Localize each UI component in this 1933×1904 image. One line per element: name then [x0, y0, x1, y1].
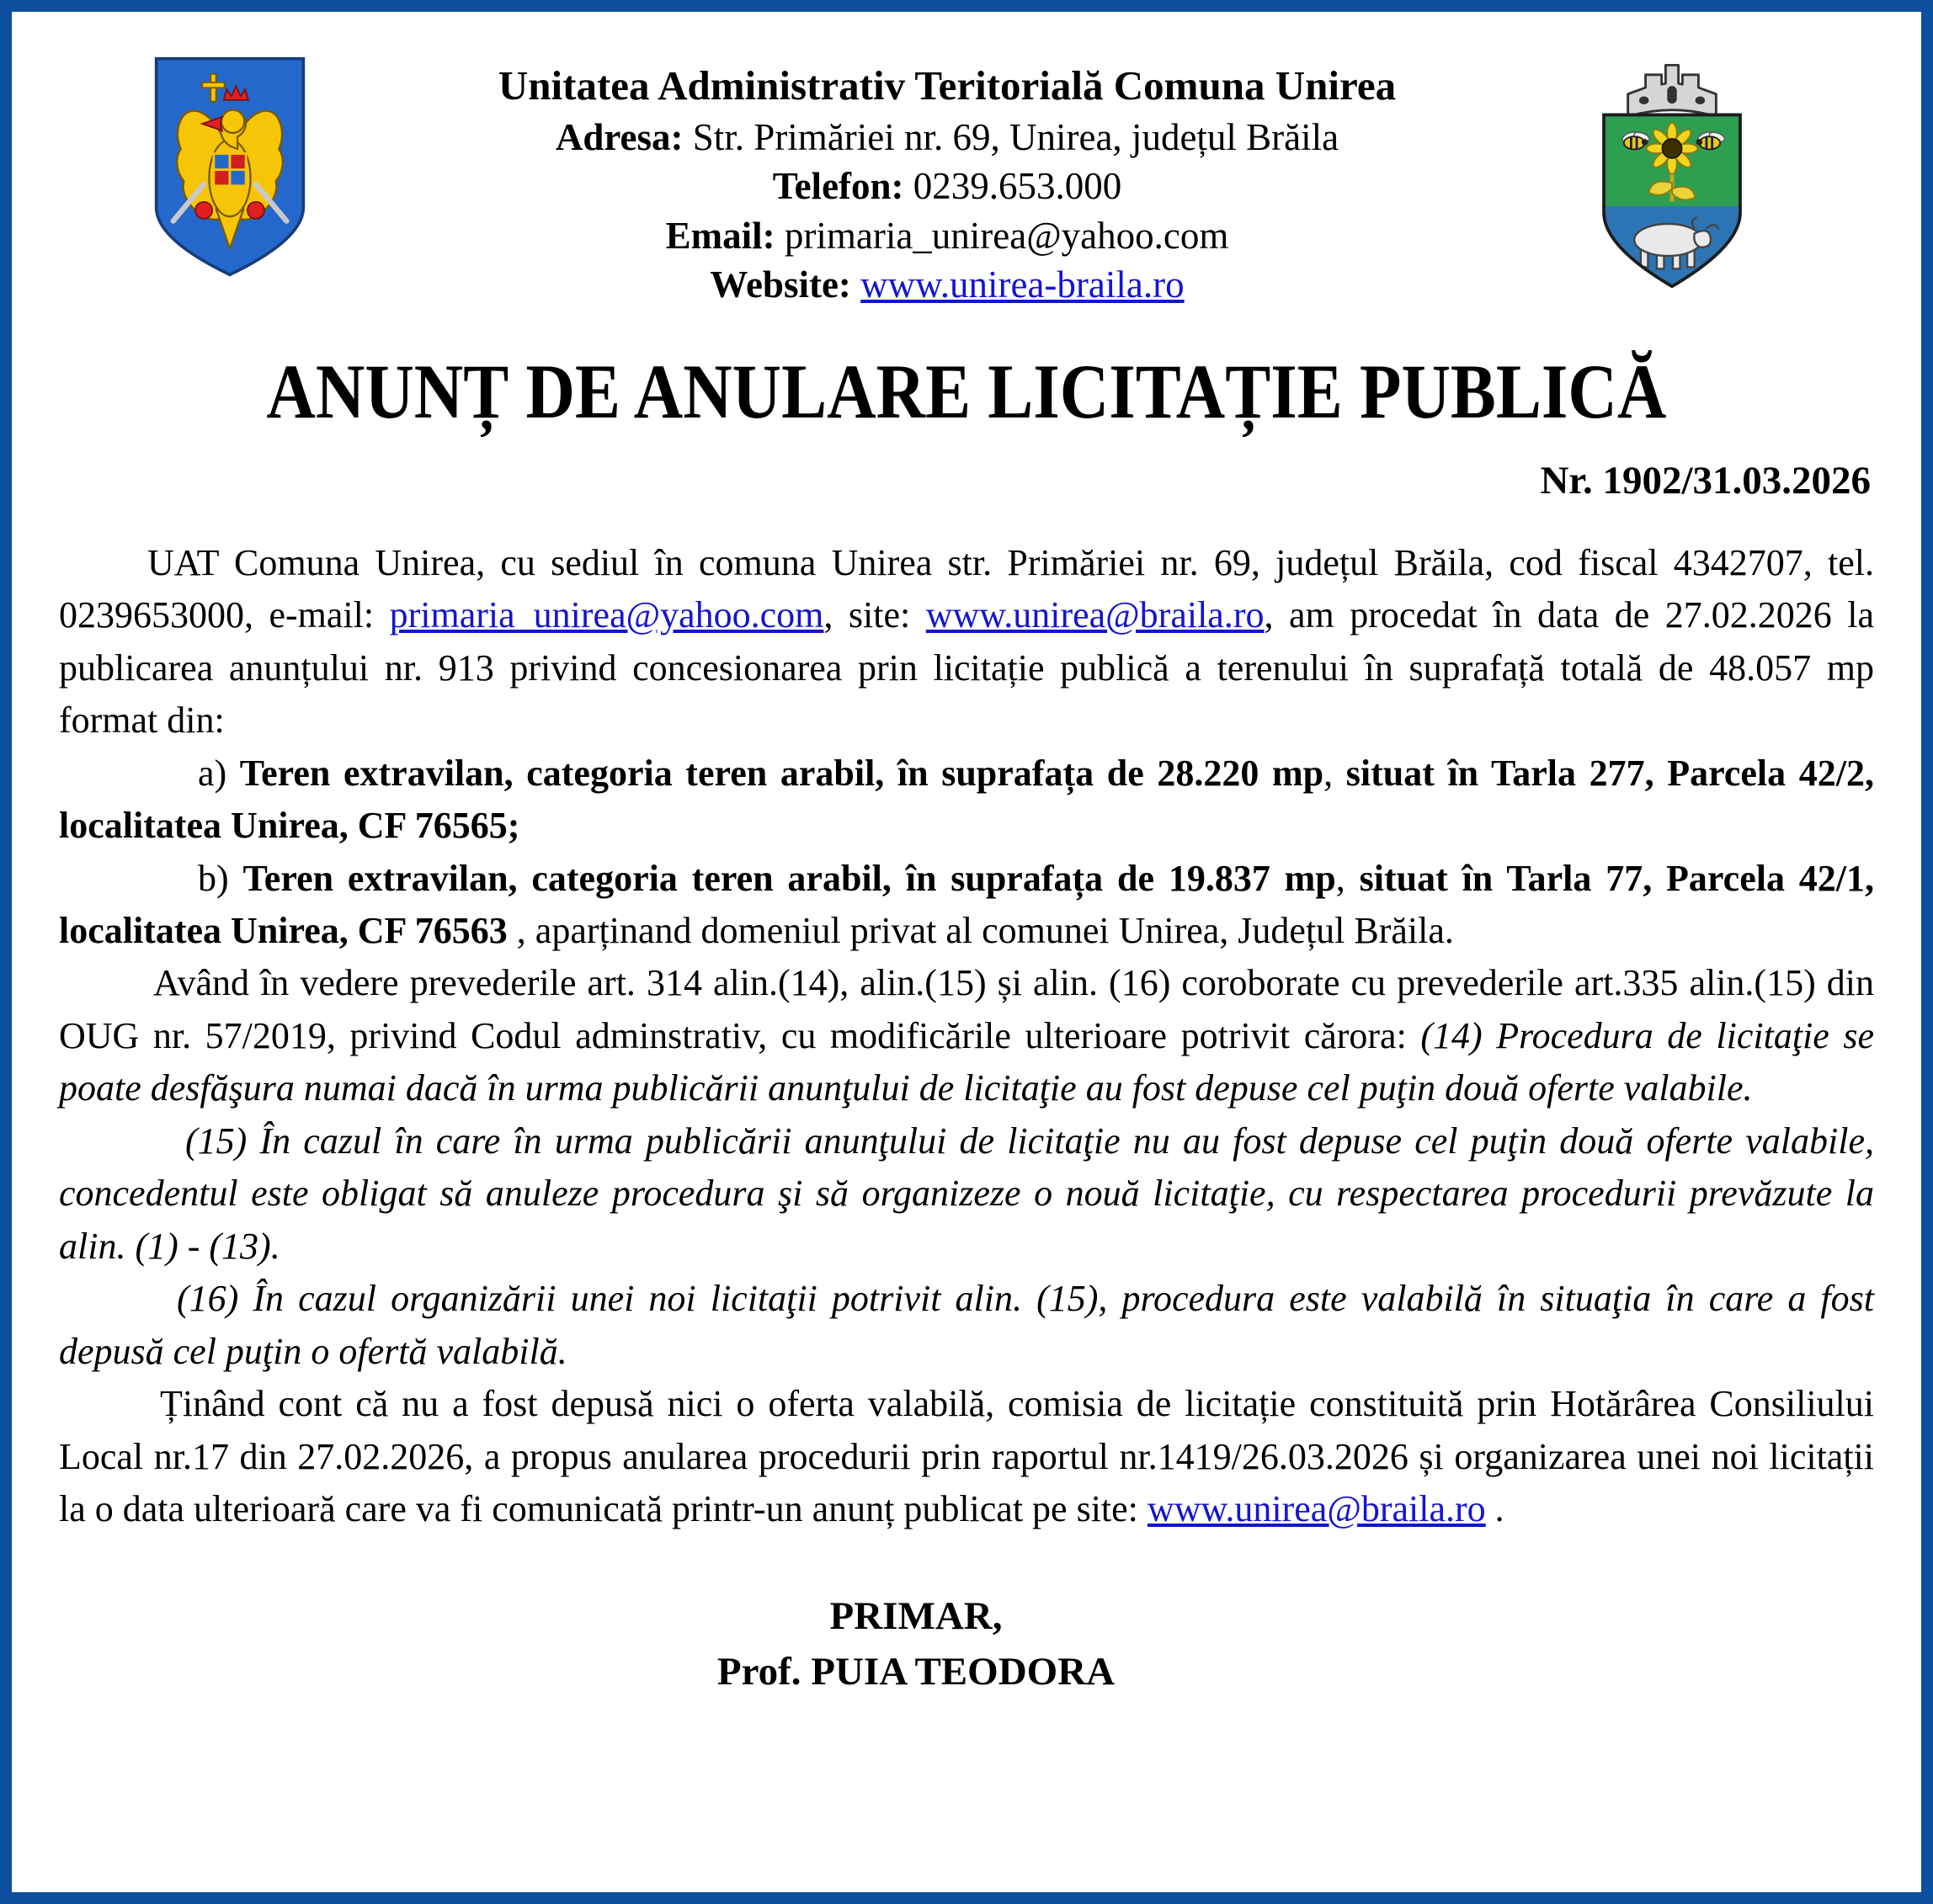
email-line — [306, 211, 1588, 261]
item-a-marker: a) — [198, 752, 240, 794]
conclusion-paragraph: Ținând cont că nu a fost depusă nici o oferta valabilă, comisia de licitație constituită prin Hotărârea Consiliului Local nr.17 din 27.02.2026, a propus anularea procedurii prin raportul nr.1419/26.03.2026 și organizarea unei noi licitații la o data ulterioară care va fi comunicată printr-un anunț publicat pe site: www.unirea@braila.ro . — [59, 1383, 1874, 1530]
list-item-a: a) Teren extravilan, categoria teren arabil, în suprafața de 28.220 mp, situat în Tarla 277, Parcela 42/2, localitatea Unirea, CF 76565; — [59, 752, 1874, 847]
address-line — [306, 113, 1588, 162]
intro-paragraph: UAT Comuna Unirea, cu sediul în comuna Unirea str. Primăriei nr. 69, județul Brăila, cod fiscal 4342707, tel. 0239653000, e-mail: primaria_unirea@yahoo.com, site: www.unirea@braila.ro, am procedat în data de 27.02.2026 la publicarea anunțului nr. 913 privind concesionarea prin licitație publică a terenului în suprafață totală de 48.057 mp format din: — [59, 541, 1875, 742]
organization-name: Unitatea Administrativ Teritorială Comuna Unirea — [498, 62, 1397, 109]
page-title: ANUNȚ DE ANULARE LICITAȚIE PUBLICĂ — [266, 348, 1667, 434]
item-b-marker: b) — [198, 857, 243, 899]
unirea-commune-coat-of-arms-icon — [1588, 52, 1756, 293]
header-contact-block — [306, 52, 1588, 310]
email-label: Email: — [665, 214, 775, 257]
document — [12, 12, 1921, 1700]
email-value: primaria_unirea@yahoo.com — [775, 214, 1229, 257]
website-label: Website: — [710, 263, 851, 306]
website-line — [306, 260, 1588, 310]
quote-alin-15: (15) În cazul în care în urma publicării anunţului de licitaţie nu au fost depuse cel puţin două oferte valabile, concedentul este obligat să anuleze procedura şi să organizeze o nouă licitaţie, cu respectarea procedurii prevăzute la alin. (1) - (13). — [59, 1120, 1874, 1267]
website-link[interactable]: www.unirea-braila.ro — [860, 263, 1185, 306]
phone-value: 0239.653.000 — [903, 165, 1122, 208]
site-link[interactable]: www.unirea@braila.ro — [925, 594, 1265, 636]
quote-alin-16: (16) În cazul organizării unei noi licitaţii potrivit alin. (15), procedura este valabilă în situaţia în care a fost depusă cel puţin o ofertă valabilă. — [59, 1278, 1874, 1372]
legal-basis-paragraph: Având în vedere prevederile art. 314 alin.(14), alin.(15) și alin. (16) coroborate cu prevederile art.335 alin.(15) din OUG nr. 57/2019, privind Codul adminstrativ, cu modificările ulterioare potrivit cărora: (14) Procedura de licitaţie se poate desfăşura numai dacă în urma publicării anunţului de licitaţie au fost depuse cel puţin două oferte valabile. — [59, 962, 1874, 1109]
romania-coat-of-arms-icon — [153, 52, 306, 281]
address-value: Str. Primăriei nr. 69, Unirea, județul Brăila — [683, 115, 1339, 158]
email-link[interactable]: primaria_unirea@yahoo.com — [389, 594, 824, 636]
quote-alin-14: (14) Procedura de licitaţie se poate desfăşura numai dacă în urma publicării anunţului de licitaţie au fost depuse cel puţin două oferte valabile. — [59, 1014, 1874, 1109]
phone-label: Telefon: — [772, 165, 904, 208]
phone-line — [306, 162, 1588, 211]
signature-name: Prof. PUIA TEODORA — [716, 1650, 1116, 1694]
list-item-b: b) Teren extravilan, categoria teren arabil, în suprafața de 19.837 mp, situat în Tarla 77, Parcela 42/1, localitatea Unirea, CF 76563 , aparținand domeniul privat al comunei Unirea, Județul Brăila. — [59, 857, 1875, 951]
document-number: Nr. 1902/31.03.2026 — [1540, 458, 1871, 503]
site-link-final[interactable]: www.unirea@braila.ro — [1147, 1488, 1486, 1530]
header — [59, 52, 1874, 310]
document-body — [59, 537, 1874, 1536]
signature-role: PRIMAR, — [829, 1593, 1003, 1638]
signature-block — [59, 1588, 1773, 1700]
address-label: Adresa: — [555, 115, 684, 158]
